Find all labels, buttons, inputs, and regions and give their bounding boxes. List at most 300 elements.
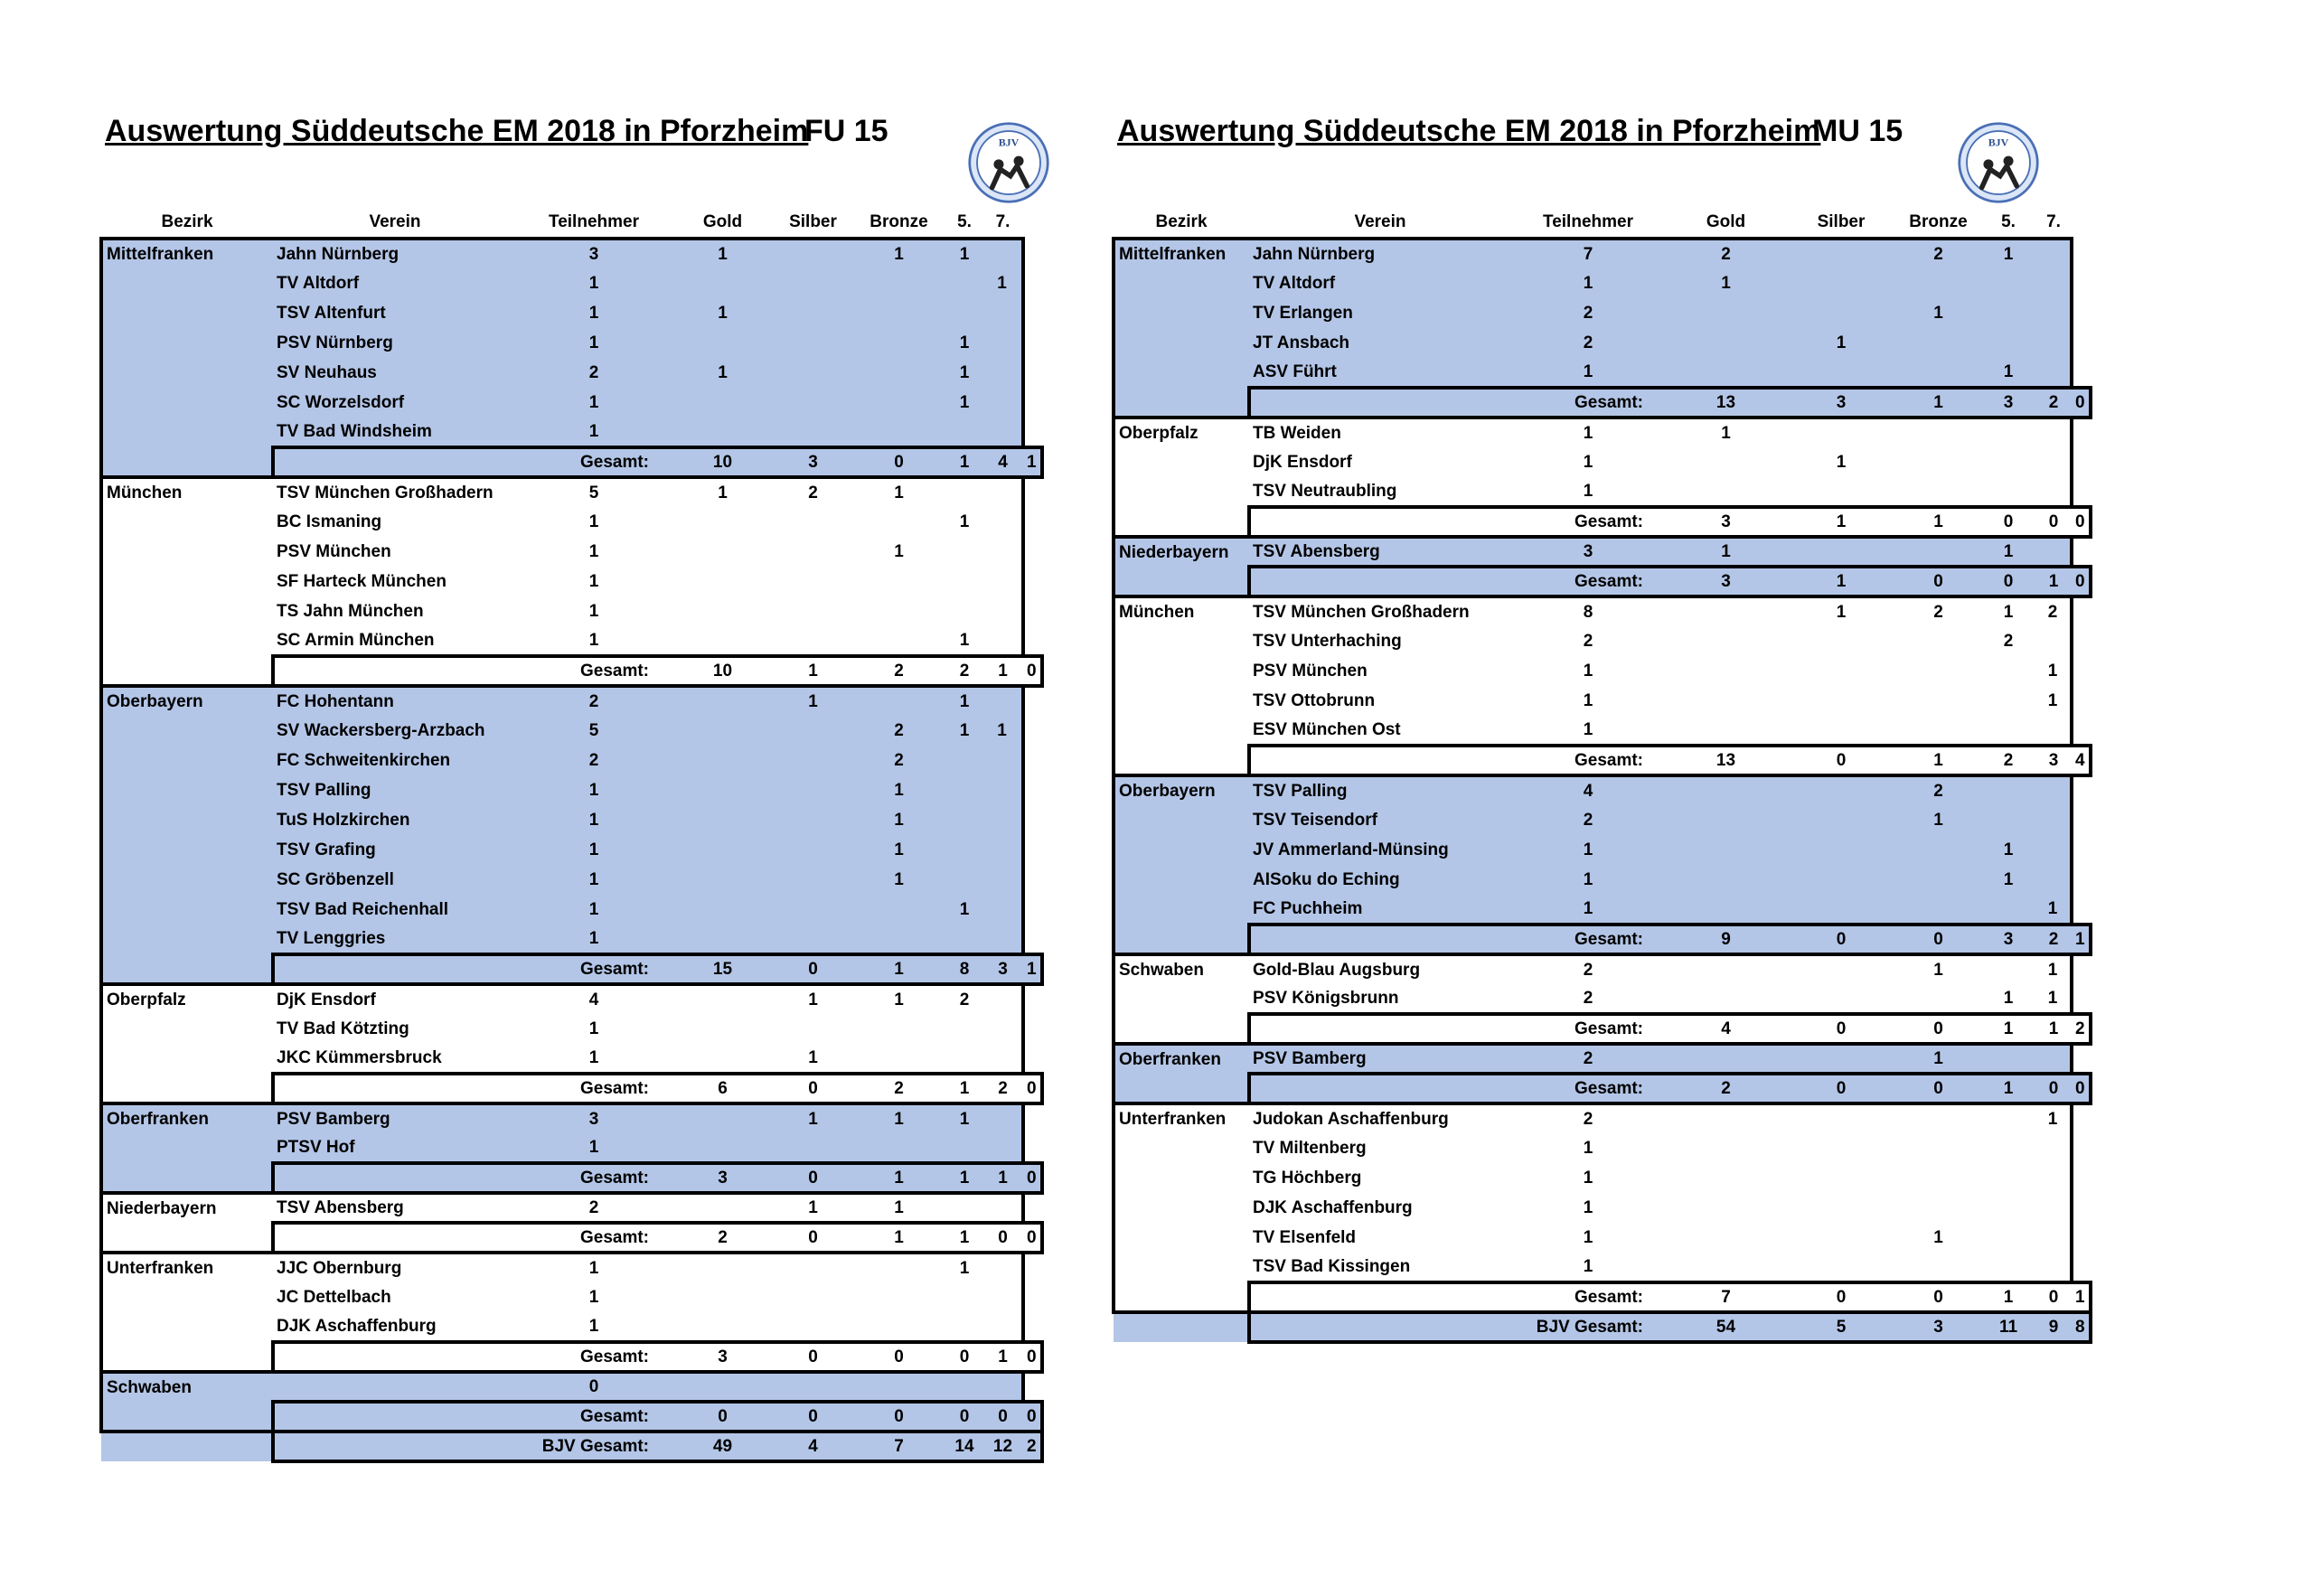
teilnehmer-grand-total: 54 xyxy=(1665,1312,1787,1342)
silber-cell xyxy=(1787,477,1895,507)
bezirk-cell-empty xyxy=(101,418,273,447)
bronze-cell xyxy=(1895,686,1981,716)
gold-cell xyxy=(1665,1044,1787,1074)
table-row xyxy=(101,328,1042,358)
platz-7-cell xyxy=(982,1282,1023,1312)
silber-total: 0 xyxy=(851,1342,946,1372)
platz-7-total: 1 xyxy=(1023,447,1042,477)
platz-7-total: 0 xyxy=(2072,388,2091,418)
gold-total: 0 xyxy=(775,1223,851,1253)
bezirk-cell-empty xyxy=(101,895,273,925)
gold-cell xyxy=(1665,328,1787,358)
bezirk-cell: Oberfranken xyxy=(101,1103,273,1133)
bezirk-cell: Oberbayern xyxy=(101,686,273,716)
bronze-cell xyxy=(1895,716,1981,746)
teilnehmer-cell: 1 xyxy=(1511,477,1665,507)
bezirk-cell-empty xyxy=(1114,447,1249,477)
bezirk-cell-empty xyxy=(1114,268,1249,298)
bezirk-cell-empty xyxy=(1114,1223,1249,1253)
bezirk-cell-empty xyxy=(101,656,273,686)
silber-cell: 1 xyxy=(775,1193,851,1223)
platz-5-cell xyxy=(1981,954,2035,984)
gold-cell xyxy=(1665,626,1787,656)
table-row xyxy=(1114,328,2091,358)
bronze-cell xyxy=(1895,358,1981,388)
teilnehmer-cell: 1 xyxy=(1511,1223,1665,1253)
total-label: Gesamt: xyxy=(517,954,671,984)
platz-7-cell xyxy=(982,1312,1023,1342)
platz-5-total: 0 xyxy=(982,1402,1023,1432)
platz-7-cell xyxy=(2035,716,2072,746)
bezirk-cell-empty xyxy=(1114,835,1249,865)
gold-total: 0 xyxy=(1787,925,1895,954)
verein-cell: DJK Aschaffenburg xyxy=(1249,1193,1511,1223)
silber-cell xyxy=(775,388,851,418)
gold-cell xyxy=(671,775,775,805)
bezirk-cell-empty xyxy=(1114,686,1249,716)
teilnehmer-cell: 5 xyxy=(517,716,671,746)
silber-cell xyxy=(1787,656,1895,686)
table-row xyxy=(1114,835,2091,865)
total-label: Gesamt: xyxy=(517,447,671,477)
gold-grand-total: 4 xyxy=(775,1432,851,1461)
verein-cell: TV Altdorf xyxy=(1249,268,1511,298)
platz-5-cell xyxy=(1981,1133,2035,1163)
gold-cell xyxy=(1665,895,1787,925)
total-label: Gesamt: xyxy=(1511,925,1665,954)
grand-total-label: BJV Gesamt: xyxy=(1511,1312,1665,1342)
silber-total: 0 xyxy=(851,1402,946,1432)
teilnehmer-total: 4 xyxy=(1665,1014,1787,1044)
gold-total: 1 xyxy=(1787,507,1895,537)
platz-7-cell xyxy=(982,358,1023,388)
gold-cell xyxy=(671,1253,775,1282)
silber-total: 0 xyxy=(1895,925,1981,954)
table-row xyxy=(1114,537,2091,567)
platz-5-cell xyxy=(946,418,982,447)
teilnehmer-total: 9 xyxy=(1665,925,1787,954)
bezirk-cell-empty xyxy=(101,1402,273,1432)
group-total-row xyxy=(1114,567,2091,596)
silber-cell xyxy=(775,1282,851,1312)
platz-7-cell: 1 xyxy=(2035,1103,2072,1133)
platz-5-total: 2 xyxy=(982,1074,1023,1103)
bezirk-cell-empty xyxy=(101,746,273,775)
platz-7-cell: 1 xyxy=(2035,895,2072,925)
gold-cell xyxy=(1665,984,1787,1014)
teilnehmer-cell: 1 xyxy=(517,388,671,418)
total-label: Gesamt: xyxy=(1511,567,1665,596)
platz-7-cell xyxy=(982,239,1023,268)
platz-7-cell xyxy=(2035,328,2072,358)
bronze-cell xyxy=(851,1282,946,1312)
bronze-total: 1 xyxy=(946,1223,982,1253)
verein-cell: TV Miltenberg xyxy=(1249,1133,1511,1163)
silber-cell xyxy=(775,328,851,358)
table-row xyxy=(1114,298,2091,328)
gold-cell xyxy=(671,388,775,418)
platz-7-cell xyxy=(982,1372,1023,1402)
bronze-total: 1 xyxy=(946,1163,982,1193)
table-row xyxy=(101,1312,1042,1342)
platz-5-cell xyxy=(1981,1253,2035,1282)
teilnehmer-cell: 1 xyxy=(517,895,671,925)
platz-5-cell xyxy=(946,477,982,507)
silber-cell xyxy=(775,596,851,626)
platz-5-cell xyxy=(1981,716,2035,746)
bezirk-cell-empty xyxy=(1114,567,1249,596)
platz-5-cell: 1 xyxy=(1981,865,2035,895)
group-total-row xyxy=(1114,925,2091,954)
bronze-cell xyxy=(1895,1193,1981,1223)
table-row xyxy=(101,1372,1042,1402)
silber-cell xyxy=(775,1014,851,1044)
bezirk-cell-empty xyxy=(1114,746,1249,775)
bezirk-cell-empty xyxy=(101,835,273,865)
silber-cell xyxy=(775,805,851,835)
table-row xyxy=(1114,239,2091,268)
mu15-category: MU 15 xyxy=(1812,114,1904,148)
silber-cell xyxy=(775,507,851,537)
silber-cell xyxy=(1787,1044,1895,1074)
bronze-total: 3 xyxy=(1981,388,2035,418)
teilnehmer-cell: 1 xyxy=(517,835,671,865)
gold-cell xyxy=(671,895,775,925)
teilnehmer-cell: 1 xyxy=(517,567,671,596)
verein-cell: TSV Palling xyxy=(273,775,517,805)
gold-total: 0 xyxy=(1787,1282,1895,1312)
platz-5-cell: 1 xyxy=(1981,537,2035,567)
platz-5-grand-total: 9 xyxy=(2035,1312,2072,1342)
teilnehmer-cell: 1 xyxy=(517,328,671,358)
teilnehmer-cell: 3 xyxy=(517,1103,671,1133)
gold-cell xyxy=(671,507,775,537)
silber-cell xyxy=(1787,805,1895,835)
bronze-cell xyxy=(851,298,946,328)
teilnehmer-total: 10 xyxy=(671,447,775,477)
verein-cell-empty xyxy=(273,1163,517,1193)
teilnehmer-cell: 2 xyxy=(1511,805,1665,835)
platz-5-cell xyxy=(946,775,982,805)
verein-cell: TSV Altenfurt xyxy=(273,298,517,328)
bezirk-cell-empty xyxy=(101,1282,273,1312)
teilnehmer-cell: 8 xyxy=(1511,596,1665,626)
bezirk-cell: Oberbayern xyxy=(1114,775,1249,805)
gold-cell xyxy=(1665,686,1787,716)
bezirk-cell: Oberfranken xyxy=(1114,1044,1249,1074)
platz-5-cell: 1 xyxy=(1981,596,2035,626)
mu15-table xyxy=(1112,208,2092,1344)
bronze-cell xyxy=(851,925,946,954)
table-row xyxy=(101,835,1042,865)
fu15-panel xyxy=(99,108,1044,1463)
bronze-grand-total: 14 xyxy=(946,1432,982,1461)
platz-5-cell: 1 xyxy=(946,507,982,537)
bezirk-cell: Mittelfranken xyxy=(101,239,273,268)
platz-7-grand-total: 8 xyxy=(2072,1312,2091,1342)
teilnehmer-cell: 2 xyxy=(1511,1044,1665,1074)
bronze-cell: 1 xyxy=(1895,298,1981,328)
silber-cell xyxy=(1787,1103,1895,1133)
gold-cell xyxy=(671,567,775,596)
total-label: Gesamt: xyxy=(517,1223,671,1253)
gold-cell xyxy=(1665,954,1787,984)
teilnehmer-cell: 1 xyxy=(1511,358,1665,388)
gold-cell: 1 xyxy=(1665,268,1787,298)
silber-cell: 1 xyxy=(1787,596,1895,626)
silber-total: 1 xyxy=(1895,388,1981,418)
verein-cell: PTSV Hof xyxy=(273,1133,517,1163)
platz-7-cell xyxy=(982,1253,1023,1282)
silber-cell xyxy=(775,298,851,328)
bezirk-cell-empty xyxy=(101,1014,273,1044)
fu15-table xyxy=(99,208,1044,1463)
gold-grand-total: 5 xyxy=(1787,1312,1895,1342)
silber-cell xyxy=(1787,1223,1895,1253)
verein-cell: SV Neuhaus xyxy=(273,358,517,388)
silber-cell xyxy=(1787,686,1895,716)
gold-cell xyxy=(1665,447,1787,477)
table-row xyxy=(1114,716,2091,746)
verein-cell: TSV Palling xyxy=(1249,775,1511,805)
silber-cell xyxy=(1787,775,1895,805)
table-row xyxy=(101,418,1042,447)
bronze-cell xyxy=(1895,268,1981,298)
platz-5-cell xyxy=(1981,1103,2035,1133)
platz-5-total: 0 xyxy=(2035,1074,2072,1103)
gold-total: 0 xyxy=(775,1163,851,1193)
platz-7-cell xyxy=(2035,298,2072,328)
silber-cell xyxy=(775,1312,851,1342)
verein-cell: TV Bad Kötzting xyxy=(273,1014,517,1044)
platz-5-cell xyxy=(946,1193,982,1223)
bronze-cell: 1 xyxy=(851,537,946,567)
platz-7-cell xyxy=(982,1014,1023,1044)
bronze-cell: 1 xyxy=(851,984,946,1014)
teilnehmer-cell: 2 xyxy=(517,686,671,716)
group-total-row xyxy=(1114,507,2091,537)
teilnehmer-cell: 1 xyxy=(1511,268,1665,298)
bezirk-cell-empty xyxy=(101,298,273,328)
platz-7-total: 0 xyxy=(1023,1402,1042,1432)
group-total-row xyxy=(101,1223,1042,1253)
bronze-total: 2 xyxy=(1981,746,2035,775)
platz-5-cell: 1 xyxy=(1981,835,2035,865)
gold-cell xyxy=(1665,1223,1787,1253)
verein-cell: TV Erlangen xyxy=(1249,298,1511,328)
bezirk-cell-empty xyxy=(1114,716,1249,746)
table-row xyxy=(101,567,1042,596)
verein-cell-empty xyxy=(273,1074,517,1103)
bronze-total: 1 xyxy=(946,447,982,477)
platz-7-cell xyxy=(982,865,1023,895)
platz-5-total: 2 xyxy=(2035,925,2072,954)
fu15-header-row xyxy=(101,208,1042,239)
bronze-total: 2 xyxy=(946,656,982,686)
gold-cell xyxy=(671,596,775,626)
verein-cell: TSV Unterhaching xyxy=(1249,626,1511,656)
verein-cell-empty xyxy=(273,1223,517,1253)
header-bronze: Bronze xyxy=(1909,212,1968,231)
bronze-cell xyxy=(1895,865,1981,895)
platz-5-cell xyxy=(946,268,982,298)
platz-5-grand-total: 12 xyxy=(982,1432,1023,1461)
group-total-row xyxy=(101,954,1042,984)
bezirk-cell: Niederbayern xyxy=(1114,537,1249,567)
gold-cell: 2 xyxy=(1665,239,1787,268)
teilnehmer-cell: 1 xyxy=(517,626,671,656)
mu15-title: Auswertung Süddeutsche EM 2018 in Pforzheim xyxy=(1117,114,1821,148)
verein-cell-empty xyxy=(1249,388,1511,418)
gold-cell xyxy=(1665,1163,1787,1193)
gold-cell xyxy=(671,984,775,1014)
platz-7-cell: 1 xyxy=(2035,984,2072,1014)
bronze-cell: 2 xyxy=(851,746,946,775)
table-row xyxy=(101,746,1042,775)
bezirk-cell-empty xyxy=(1114,328,1249,358)
table-row xyxy=(101,925,1042,954)
platz-7-grand-total: 2 xyxy=(1023,1432,1042,1461)
teilnehmer-cell: 1 xyxy=(1511,1163,1665,1193)
verein-cell: TSV Teisendorf xyxy=(1249,805,1511,835)
gold-cell xyxy=(671,328,775,358)
grand-total-row xyxy=(1114,1312,2091,1342)
table-row xyxy=(101,626,1042,656)
gold-cell xyxy=(671,1372,775,1402)
bezirk-cell-empty xyxy=(101,865,273,895)
bezirk-cell-empty xyxy=(1114,865,1249,895)
teilnehmer-cell: 4 xyxy=(517,984,671,1014)
silber-cell: 2 xyxy=(775,477,851,507)
bronze-total: 0 xyxy=(1981,567,2035,596)
teilnehmer-cell: 1 xyxy=(1511,835,1665,865)
platz-5-cell xyxy=(1981,895,2035,925)
platz-7-cell xyxy=(2035,537,2072,567)
platz-5-cell: 1 xyxy=(946,626,982,656)
table-row xyxy=(101,537,1042,567)
bronze-cell xyxy=(1895,537,1981,567)
group-total-row xyxy=(1114,1074,2091,1103)
platz-5-cell: 1 xyxy=(946,1253,982,1282)
fu15-body xyxy=(101,239,1042,1461)
verein-cell-empty xyxy=(1249,925,1511,954)
table-row xyxy=(1114,984,2091,1014)
gold-cell: 1 xyxy=(671,239,775,268)
platz-7-cell xyxy=(2035,775,2072,805)
teilnehmer-cell: 1 xyxy=(517,418,671,447)
table-row xyxy=(101,716,1042,746)
verein-cell: TSV Abensberg xyxy=(1249,537,1511,567)
header-5th: 5. xyxy=(2001,212,2016,231)
total-label: Gesamt: xyxy=(1511,746,1665,775)
bronze-cell xyxy=(851,1253,946,1282)
gold-cell xyxy=(671,686,775,716)
silber-cell xyxy=(1787,268,1895,298)
bezirk-cell-empty xyxy=(1114,1253,1249,1282)
platz-7-cell xyxy=(982,746,1023,775)
silber-cell xyxy=(775,716,851,746)
platz-5-cell: 1 xyxy=(1981,984,2035,1014)
bezirk-cell-empty xyxy=(101,1223,273,1253)
bronze-cell xyxy=(851,418,946,447)
platz-7-cell: 1 xyxy=(2035,954,2072,984)
table-row xyxy=(101,1103,1042,1133)
silber-cell xyxy=(1787,418,1895,447)
gold-cell xyxy=(671,925,775,954)
teilnehmer-total: 2 xyxy=(671,1223,775,1253)
platz-7-total: 0 xyxy=(1023,1163,1042,1193)
bezirk-cell-empty xyxy=(101,447,273,477)
silber-total: 0 xyxy=(1895,1282,1981,1312)
platz-5-total: 1 xyxy=(982,656,1023,686)
silber-cell xyxy=(1787,895,1895,925)
silber-total: 2 xyxy=(851,656,946,686)
table-row xyxy=(101,1014,1042,1044)
total-label: Gesamt: xyxy=(517,1074,671,1103)
silber-total: 0 xyxy=(851,447,946,477)
table-row xyxy=(1114,596,2091,626)
verein-cell: Jahn Nürnberg xyxy=(1249,239,1511,268)
verein-cell xyxy=(273,1372,517,1402)
bronze-grand-total: 11 xyxy=(1981,1312,2035,1342)
bezirk-cell-empty xyxy=(101,805,273,835)
teilnehmer-cell: 1 xyxy=(1511,1253,1665,1282)
platz-7-cell xyxy=(982,328,1023,358)
platz-7-cell xyxy=(2035,1253,2072,1282)
gold-cell xyxy=(671,1282,775,1312)
silber-cell xyxy=(1787,1253,1895,1282)
verein-cell: PSV Bamberg xyxy=(273,1103,517,1133)
total-label: Gesamt: xyxy=(517,1342,671,1372)
silber-cell xyxy=(775,835,851,865)
teilnehmer-total: 3 xyxy=(671,1342,775,1372)
gold-cell xyxy=(1665,298,1787,328)
bezirk-cell-empty xyxy=(101,596,273,626)
platz-5-cell xyxy=(946,298,982,328)
platz-5-total: 3 xyxy=(982,954,1023,984)
bezirk-cell-empty xyxy=(1114,1014,1249,1044)
verein-cell: JT Ansbach xyxy=(1249,328,1511,358)
bezirk-cell-empty xyxy=(1114,388,1249,418)
bjv-logo-icon xyxy=(1957,121,2040,204)
mu15-panel xyxy=(1112,108,2092,1344)
grand-total-label: BJV Gesamt: xyxy=(517,1432,671,1461)
table-row xyxy=(1114,895,2091,925)
bezirk-cell-empty xyxy=(101,1133,273,1163)
platz-7-cell xyxy=(982,925,1023,954)
verein-cell: TV Elsenfeld xyxy=(1249,1223,1511,1253)
verein-cell: TS Jahn München xyxy=(273,596,517,626)
silber-total: 0 xyxy=(1895,1014,1981,1044)
verein-cell: PSV München xyxy=(1249,656,1511,686)
gold-total: 0 xyxy=(1787,1074,1895,1103)
silber-cell xyxy=(1787,1193,1895,1223)
table-row xyxy=(101,1282,1042,1312)
silber-cell xyxy=(775,746,851,775)
platz-5-cell: 1 xyxy=(946,895,982,925)
platz-7-cell xyxy=(2035,1193,2072,1223)
gold-cell xyxy=(1665,1253,1787,1282)
platz-5-total: 0 xyxy=(2035,1282,2072,1312)
platz-5-total: 4 xyxy=(982,447,1023,477)
total-label: Gesamt: xyxy=(517,656,671,686)
bezirk-cell: Unterfranken xyxy=(1114,1103,1249,1133)
platz-7-cell xyxy=(982,805,1023,835)
teilnehmer-cell: 2 xyxy=(1511,984,1665,1014)
bezirk-cell-empty xyxy=(1114,358,1249,388)
bronze-total: 8 xyxy=(946,954,982,984)
bronze-cell xyxy=(1895,1253,1981,1282)
